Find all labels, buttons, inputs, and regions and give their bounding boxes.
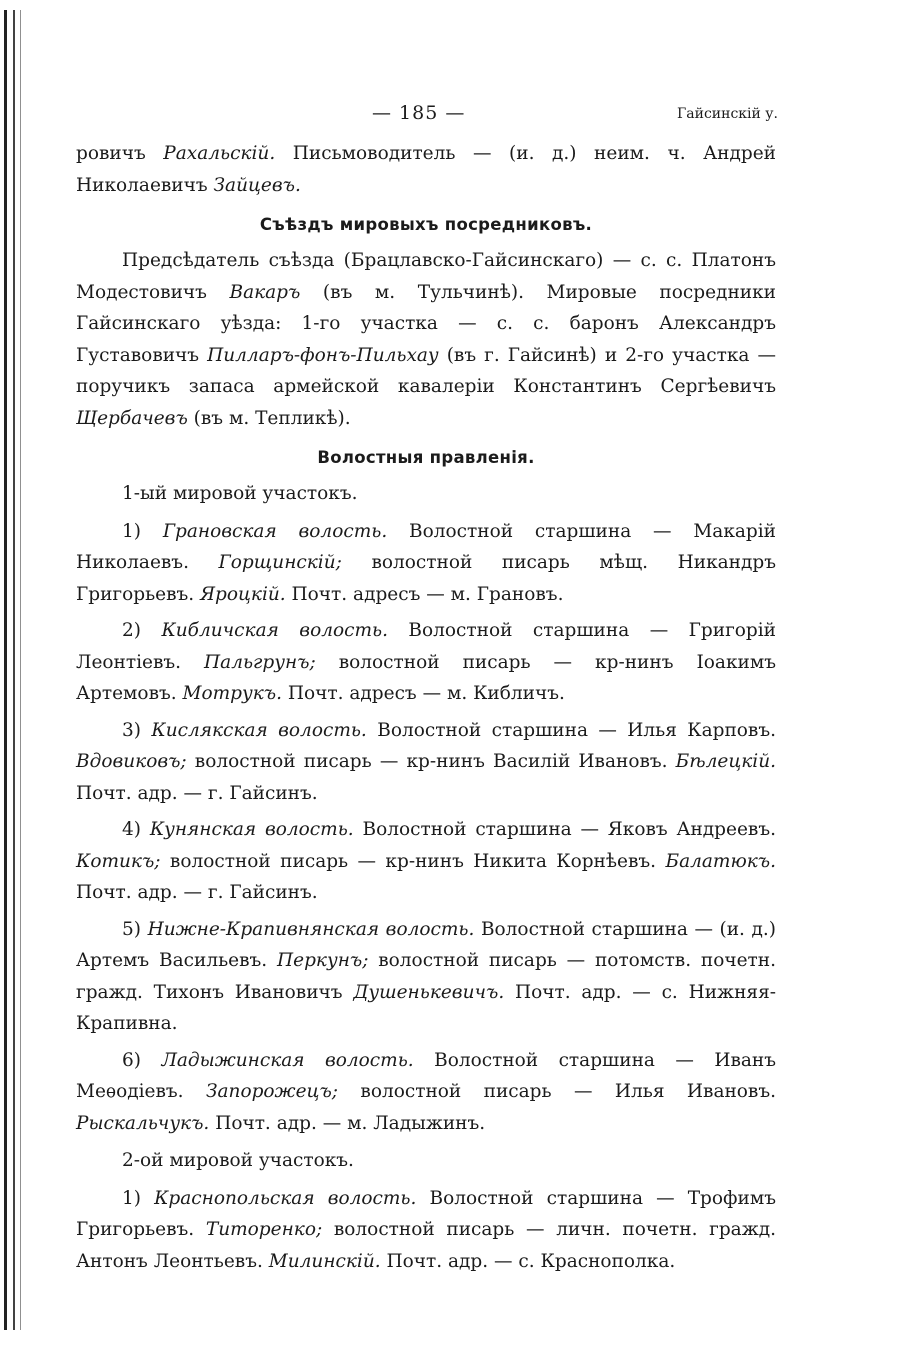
congress-paragraph: Предсѣдатель съѣзда (Брацлавско-Гайсинскаго) — с. с. Платонъ Модестовичъ Вакаръ (въ м. Тульчинѣ). Мировые посредники Гайсинскаго уѣзда: 1-го участка — с. с. баронъ Александръ Густавовичъ Пилларъ-фонъ-Пильхау (въ г. Гайсинѣ) и 2-го участка — поручикъ запаса армейской кавалеріи Константинъ Сергѣевичъ Щербачевъ (въ м. Тепликѣ). — [76, 250, 776, 429]
subsection-title: 2-ой мировой участокъ. — [122, 1150, 354, 1171]
volost-entry: 3) Кислякская волость. Волостной старшина — Илья Карповъ. Вдовиковъ; волостной писарь — кр-нинъ Василій Ивановъ. Бѣлецкій. Почт. адр. — г. Гайсинъ. — [76, 719, 777, 804]
volost-entry: 6) Ладыжинская волость. Волостной старшина — Иванъ Меѳодіевъ. Запорожецъ; волостной писарь — Илья Ивановъ. Рыскальчукъ. Почт. адр. — м. Ладыжинъ. — [76, 1049, 777, 1134]
section-heading-volost: Волостныя правленія. — [317, 448, 535, 467]
section-heading-congress: Съѣздъ мировыхъ посредниковъ. — [259, 215, 593, 234]
book-binding-edge — [0, 0, 30, 1357]
volost-entry: 5) Нижне-Крапивнянская волость. Волостной старшина — (и. д.) Артемъ Васильевъ. Перкунъ; волостной писарь — потомств. почетн. гражд. Тихонъ Ивановичъ Душенькевичъ. Почт. адр. — с. Нижняя-Крапивна. — [76, 918, 777, 1034]
volost-entry: 2) Кибличская волость. Волостной старшина — Григорій Леонтіевъ. Пальгрунъ; волостной писарь — кр-нинъ Іоакимъ Артемовъ. Мотрукъ. Почт. адресъ — м. Кибличъ. — [76, 620, 776, 704]
document-page — [76, 100, 776, 1282]
volost-entry: 1) Грановская волость. Волостной старшина — Макарій Николаевъ. Горщинскій; волостной писарь мѣщ. Никандръ Григорьевъ. Яроцкій. Почт. адресъ — м. Грановъ. — [76, 520, 777, 605]
subsection-title: 1-ый мировой участокъ. — [122, 483, 358, 504]
page-header — [76, 100, 776, 138]
running-title: Гайсинскій у. — [677, 106, 778, 122]
volost-entry: 4) Кунянская волость. Волостной старшина — Яковъ Андреевъ. Котикъ; волостной писарь — кр-нинъ Никита Корнѣевъ. Балатюкъ. Почт. адр. — г. Гайсинъ. — [76, 819, 776, 903]
binding-line — [13, 10, 15, 1330]
page-number: — 185 — — [372, 102, 466, 124]
binding-line — [20, 10, 21, 1330]
binding-line — [4, 10, 7, 1330]
volost-entry: 1) Краснопольская волость. Волостной старшина — Трофимъ Григорьевъ. Титоренко; волостной писарь — личн. почетн. гражд. Антонъ Леонтьевъ. Милинскій. Почт. адр. — с. Краснополка. — [76, 1187, 777, 1272]
intro-paragraph: ровичъ Рахальскій. Письмоводитель — (и. д.) неим. ч. Андрей Николаевичъ Зайцевъ. — [76, 143, 776, 196]
